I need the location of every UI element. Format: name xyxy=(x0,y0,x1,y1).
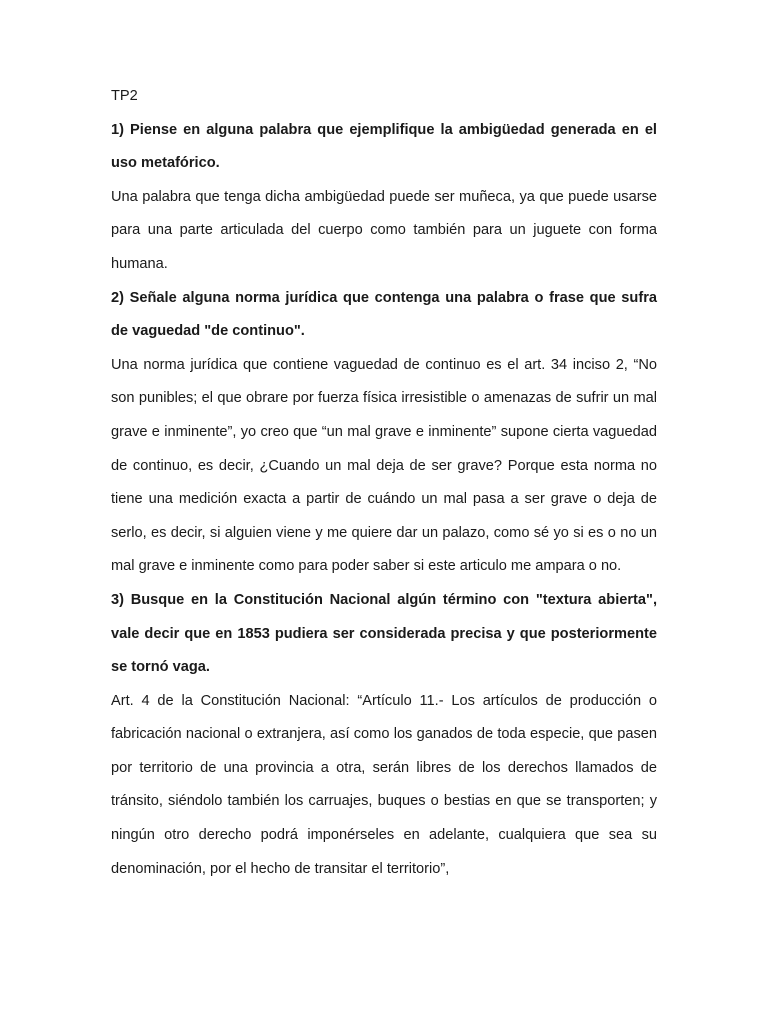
answer-1: Una palabra que tenga dicha ambigüedad puede ser muñeca, ya que puede usarse para una parte articulada del cuerpo como también para un juguete con forma humana. xyxy=(111,188,657,272)
question-3: 3) Busque en la Constitución Nacional algún término con "textura abierta", vale decir que en 1853 pudiera ser considerada precisa y que posteriormente se tornó vaga. xyxy=(111,591,657,676)
document-page xyxy=(111,80,657,886)
answer-3: Art. 4 de la Constitución Nacional: “Artículo 11.- Los artículos de producción o fabricación nacional o extranjera, así como los ganados de toda especie, que pasen por territorio de una provincia a otra, serán libres de los derechos llamados de tránsito, siéndolo también los carruajes, buques o bestias en que se transporten; y ningún otro derecho podrá imponérseles en adelante, cualquiera que sea su denominación, por el hecho de transitar el territorio”, xyxy=(111,692,657,877)
question-1: 1) Piense en alguna palabra que ejemplifique la ambigüedad generada en el uso metafórico. xyxy=(111,121,657,172)
answer-2: Una norma jurídica que contiene vaguedad de continuo es el art. 34 inciso 2, “No son punibles; el que obrare por fuerza física irresistible o amenazas de sufrir un mal grave e inminente”, yo creo que “un mal grave e inminente” supone cierta vaguedad de continuo, es decir, ¿Cuando un mal deja de ser grave? Porque esta norma no tiene una medición exacta a partir de cuándo un mal pasa a ser grave o deja de serlo, es decir, si alguien viene y me quiere dar un palazo, como sé yo si es o no un mal grave e inminente como para poder saber si este articulo me ampara o no. xyxy=(111,356,657,575)
question-2: 2) Señale alguna norma jurídica que contenga una palabra o frase que sufra de vaguedad "de continuo". xyxy=(111,289,657,340)
document-title: TP2 xyxy=(111,88,138,104)
